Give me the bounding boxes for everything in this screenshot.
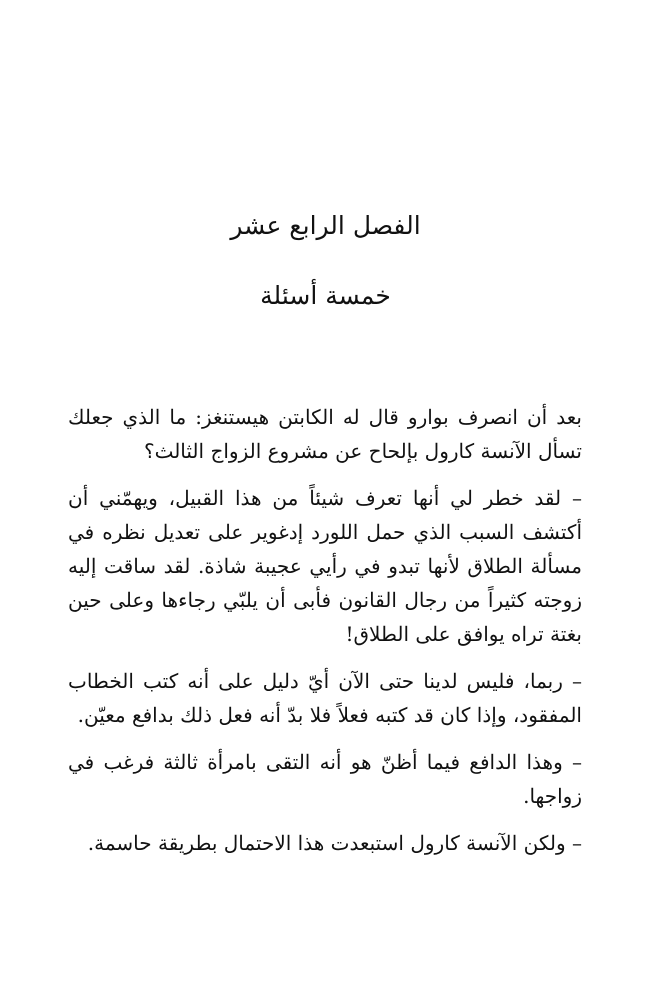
paragraph: – ربما، فليس لدينا حتى الآن أيّ دليل على أنه كتب الخطاب المفقود، وإذا كان قد كتبه فعلاً فلا بدّ أنه فعل ذلك بدافع معيّن. (68, 669, 582, 727)
chapter-title: الفصل الرابع عشر (230, 211, 421, 240)
paragraph: – وهذا الدافع فيما أظنّ هو أنه التقى بامرأة ثالثة فرغب في زواجها. (68, 750, 582, 808)
chapter-body (68, 400, 582, 873)
paragraph: – لقد خطر لي أنها تعرف شيئاً من هذا القبيل، ويهمّني أن أكتشف السبب الذي حمل اللورد إدغوير على تعديل نظره في مسألة الطلاق لأنها تبدو في رأيي عجيبة شاذة. لقد ساقت إليه زوجته كثيراً من رجال القانون فأبى أن يلبّي رجاءها وعلى حين بغتة تراه يوافق على الطلاق! (68, 486, 582, 646)
chapter-subtitle: خمسة أسئلة (260, 281, 391, 310)
paragraph: – ولكن الآنسة كارول استبعدت هذا الاحتمال بطريقة حاسمة. (87, 831, 582, 855)
paragraph: بعد أن انصرف بوارو قال له الكابتن هيستنغز: ما الذي جعلك تسأل الآنسة كارول بإلحاح عن مشروع الزواج الثالث؟ (68, 405, 582, 463)
